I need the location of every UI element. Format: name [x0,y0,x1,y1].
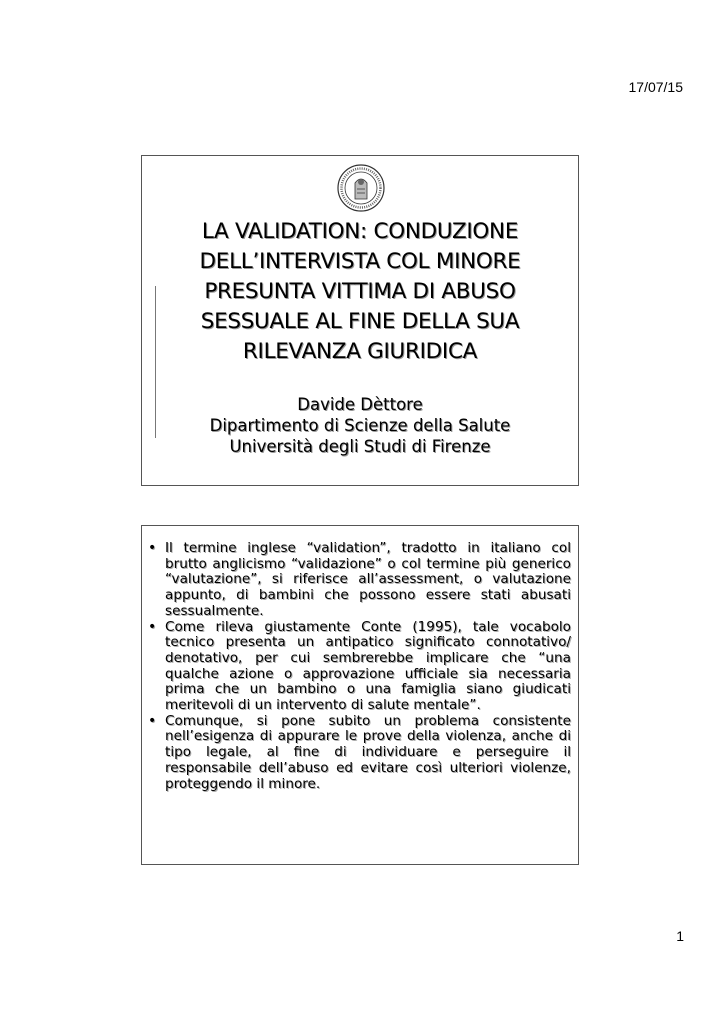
department-name: Dipartimento di Scienze della Salute [209,416,511,435]
author-name: Davide Dèttore [297,395,423,414]
bullet-item [148,620,571,714]
bullet-list [148,541,571,792]
content-slide [141,525,579,865]
slide-title [160,217,560,367]
university-name: Università degli Studi di Firenze [229,437,491,456]
bullet-icon: • [148,618,157,635]
bullet-text: Il termine inglese “validation”, tradotto in italiano col brutto anglicismo “validazione” o col termine più generico “valutazione”, si riferisce all’assessment, o valutazione appunto, di bambini che possono essere stati abusati sessualmente. [165,540,571,619]
university-seal-icon [336,163,386,213]
bullet-text: Come rileva giustamente Conte (1995), tale vocabolo tecnico presenta un antipatico significato connotativo/ denotativo, per cui sembrerebbe implicare che “una qualche azione o approvazione ufficiale sia necessaria prima che un bambino o una famiglia siano giudicati meritevoli di un intervento di salute mentale”. [165,618,571,714]
title-line: SESSUALE AL FINE DELLA SUA [200,309,520,334]
bullet-text: Comunque, si pone subito un problema consistente nell’esigenza di appurare le prove della violenza, anche di tipo legale, al fine di individuare e perseguire il responsabile dell’abuso ed evitare così ulteriori violenze, proteggendo il minore. [165,712,571,792]
title-slide [141,155,579,486]
bullet-icon: • [148,712,157,729]
page-number: 1 [676,928,684,944]
bullet-item [148,541,571,620]
title-line: PRESUNTA VITTIMA DI ABUSO [204,279,516,304]
date-header: 17/07/15 [628,79,683,95]
title-line: RILEVANZA GIURIDICA [242,339,478,364]
bullet-item [148,714,571,793]
title-line: DELL’INTERVISTA COL MINORE [199,249,521,274]
author-block [152,394,568,457]
bullet-icon: • [148,540,157,556]
title-line: LA VALIDATION: CONDUZIONE [201,219,519,244]
